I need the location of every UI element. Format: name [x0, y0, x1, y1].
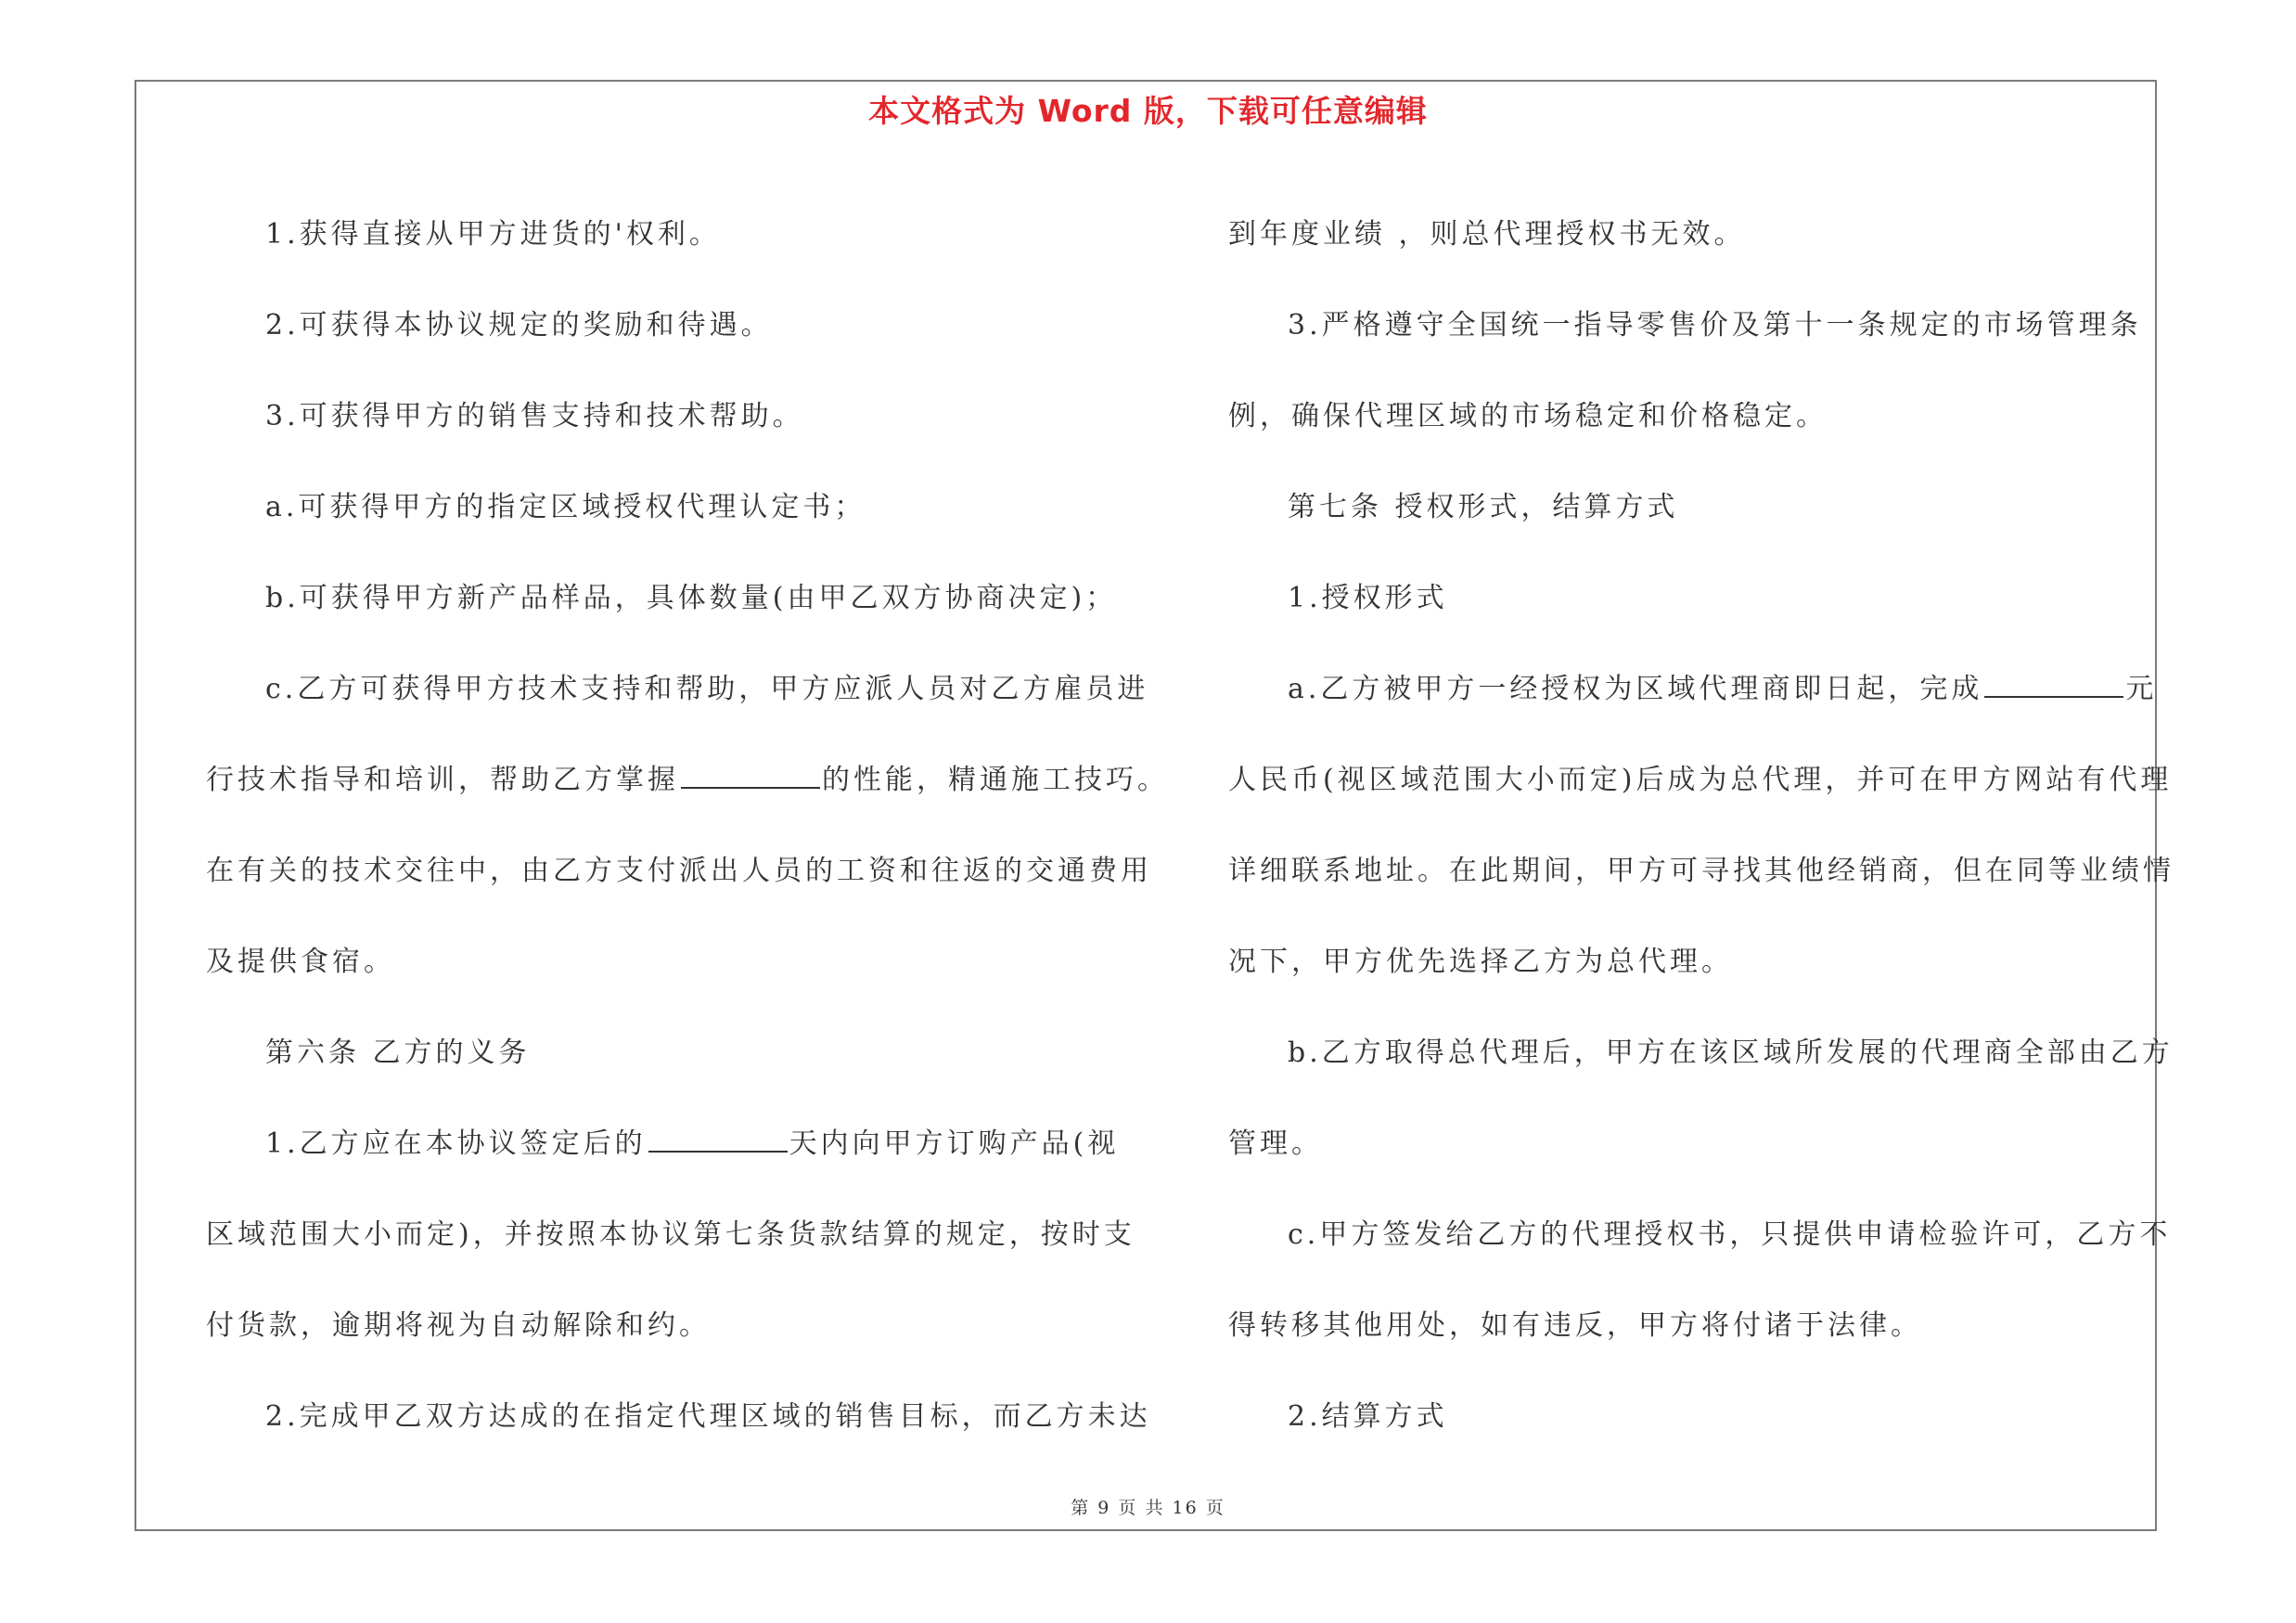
- text-segment: 的性能，精通施工技巧。: [822, 764, 1169, 796]
- paragraph-line: b.乙方取得总代理后，甲方在该区域所发展的代理商全部由乙方: [1288, 1037, 2174, 1069]
- paragraph-line: 区域范围大小而定)，并按照本协议第七条货款结算的规定，按时支: [206, 1218, 1135, 1251]
- paragraph-line: 2.完成甲乙双方达成的在指定代理区域的销售目标，而乙方未达: [265, 1400, 1151, 1433]
- fill-in-blank: [1984, 668, 2123, 698]
- paragraph-line: 人民币(视区域范围大小而定)后成为总代理，并可在甲方网站有代理: [1228, 764, 2173, 796]
- fill-in-blank: [681, 759, 820, 789]
- right-column: [1228, 189, 2174, 1462]
- paragraph-line: 3.可获得甲方的销售支持和技术帮助。: [265, 400, 804, 432]
- paragraph-line: 1.授权形式: [1288, 582, 1448, 614]
- document-banner: 本文格式为 Word 版，下载可任意编辑: [868, 93, 1428, 129]
- paragraph-line: 得转移其他用处，如有违反，甲方将付诸于法律。: [1228, 1309, 1922, 1342]
- fill-in-blank: [648, 1123, 788, 1153]
- paragraph-line: a.可获得甲方的指定区域授权代理认定书；: [265, 491, 866, 523]
- paragraph-line: 2.可获得本协议规定的奖励和待遇。: [265, 309, 773, 341]
- paragraph-line: 在有关的技术交往中，由乙方支付派出人员的工资和往返的交通费用: [206, 855, 1152, 887]
- text-segment: 1.乙方应在本协议签定后的: [265, 1127, 647, 1160]
- page-number-footer: 第 9 页 共 16 页: [1071, 1498, 1225, 1518]
- section-heading: 第七条 授权形式，结算方式: [1288, 491, 1679, 523]
- paragraph-line: 例，确保代理区域的市场稳定和价格稳定。: [1228, 400, 1828, 432]
- paragraph-line: 到年度业绩 ，则总代理授权书无效。: [1228, 218, 1746, 251]
- paragraph-line: 况下，甲方优先选择乙方为总代理。: [1228, 946, 1733, 978]
- text-segment: 元: [2125, 673, 2158, 705]
- paragraph-line: [206, 1099, 1138, 1190]
- paragraph-line: c.甲方签发给乙方的代理授权书，只提供申请检验许可，乙方不: [1288, 1218, 2172, 1251]
- paragraph-line: 及提供食宿。: [206, 946, 395, 978]
- paragraph-line: 3.严格遵守全国统一指导零售价及第十一条规定的市场管理条: [1288, 309, 2142, 341]
- text-segment: 天内向甲方订购产品(视: [789, 1127, 1120, 1160]
- paragraph-line: b.可获得甲方新产品样品，具体数量(由甲乙双方协商决定)；: [265, 582, 1118, 614]
- left-column: [206, 189, 1169, 1462]
- paragraph-line: 2.结算方式: [1288, 1400, 1448, 1433]
- paragraph-line: [1228, 644, 2156, 735]
- section-heading: 第六条 乙方的义务: [265, 1037, 531, 1069]
- text-segment: 行技术指导和培训，帮助乙方掌握: [206, 764, 679, 796]
- paragraph-line: 1.获得直接从甲方进货的'权利。: [265, 218, 721, 251]
- paragraph-line: [206, 735, 1169, 826]
- paragraph-line: 付货款，逾期将视为自动解除和约。: [206, 1309, 711, 1342]
- text-segment: a.乙方被甲方一经授权为区域代理商即日起，完成: [1288, 673, 1983, 705]
- paragraph-line: 管理。: [1228, 1127, 1323, 1160]
- paragraph-line: 详细联系地址。在此期间，甲方可寻找其他经销商，但在同等业绩情: [1228, 855, 2174, 887]
- paragraph-line: c.乙方可获得甲方技术支持和帮助，甲方应派人员对乙方雇员进: [265, 673, 1149, 705]
